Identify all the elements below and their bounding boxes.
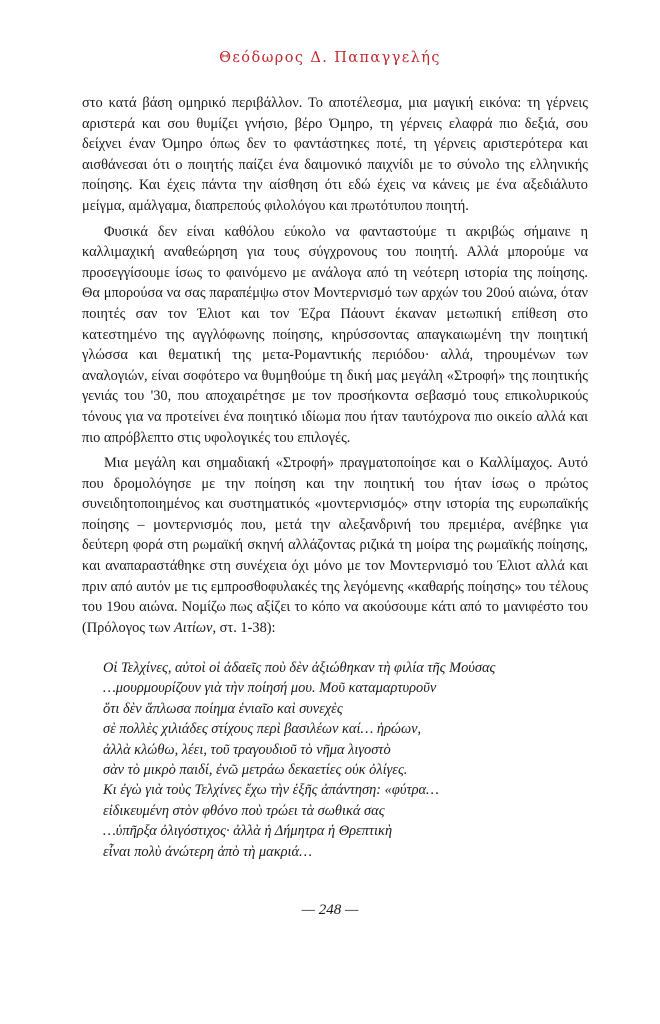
quote-line: ὅτι δὲν ἅπλωσα ποίημα ἑνιαῖο καὶ συνεχὲς [103, 700, 343, 717]
quote-line: εἶναι πολὺ ἀνώτερη ἀπὸ τὴ μακριά… [103, 843, 312, 860]
quote-line: …μουρμουρίζουν γιὰ τὴν ποίησή μου. Μοῦ καταμαρτυροῦν [103, 680, 437, 697]
quote-line: σὲ πολλὲς χιλιάδες στίχους περὶ βασιλέων καί… ἡρώων, [103, 721, 422, 738]
paragraph-2: Φυσικά δεν είναι καθόλου εύκολο να φανταστούμε τι ακριβώς σήμαινε η καλλιμαχική αναθεώρηση για τους σύγχρονους του ποιητή. Αλλά μπορούμε να προσεγγίσουμε ίσως το φαινόμενο με ανάλογα από τη νεότερη ιστορία της ποίησης. Θα μπορούσα να σας παραπέμψω στον Μοντερνισμό των αρχών του 20ού αιώνα, όταν ποιητές σαν τον Έλιοτ και τον Έζρα Πάουντ έκαναν μετωπική επίθεση στο κατεστημένο της αγγλόφωνης ποίησης, κηρύσσοντας απαγκαιωμένη την ποιητική γλώσσα και θεματική της μετα-Ρομαντικής περιόδου· αλλά, τηρουμένων των αναλογιών, είναι σοφότερο να θυμηθούμε τη δική μας μεγάλη «Στροφή» της ποιητικής γενιάς του '30, που αποχαιρέτησε με τον προσήκοντα σεβασμό τους επικολυρικούς τόνους για να προτείνει ένα ποιητικό ιδίωμα που ήταν ταυτόχρονα πιο οικείο αλλά και πιο απρόβλεπτο στις υφολογικές του επιλογές. [82, 223, 588, 446]
paragraph-3-text: Μια μεγάλη και σημαδιακή «Στροφή» πραγματοποίησε και ο Καλλίμαχος. Αυτό που δρομολόγησε με την ποίηση και την ποιητική του ήταν ίσως ο πρώτος συνειδητοποιημένος και συστηματικός «μοντερνισμός» στην ιστορία της ευρωπαϊκής ποίησης – μοντερνισμός που, μετά την αλεξανδρινή του πρεμιέρα, ανέβηκε για δεύτερη φορά στη ρωμαϊκή σκηνή αλλάζοντας ριζικά τη μοίρα της ρωμαϊκής ποίησης, και αναπαραστάθηκε στη συνέχεια όχι μόνο με τον Μοντερνισμό του Έλιοτ αλλά και πριν από αυτόν με τις εμπροσθοφυλακές της λεγόμενης «καθαρής ποίησης» του τέλους του 19ου αιώνα. Νομίζω πως αξίζει το κόπο να ακούσουμε κάτι από το μανιφέστο του (Πρόλογος των [82, 455, 588, 636]
quote-line: Οἱ Τελχίνες, αὐτοὶ οἱ ἀδαεῖς ποὺ δὲν ἀξιώθηκαν τὴ φιλία τῆς Μούσας [103, 660, 496, 676]
quote-line: Κι ἐγὼ γιὰ τοὺς Τελχίνες ἔχω τὴν ἑξῆς ἀπάντηση: «φύτρα… [103, 782, 439, 799]
poem-quotation [103, 658, 573, 862]
paragraph-3 [82, 453, 588, 638]
running-head-author: Θεόδωρος Δ. Παπαγγελής [219, 50, 441, 66]
quote-line: …ὑπῆρξα ὀλιγόστιχος· ἀλλὰ ἡ Δήμητρα ἡ Θρεπτικὴ [103, 823, 393, 840]
paragraph-3-italic-title: Αιτίων [173, 619, 213, 636]
body-text [82, 93, 588, 643]
page-number: — 248 — [301, 902, 359, 918]
paragraph-3-tail: , στ. 1-38): [212, 619, 276, 636]
quote-line: ἀλλὰ κλώθω, λέει, τοῦ τραγουδιοῦ τὸ νῆμα λιγοστὸ [103, 741, 391, 758]
quote-line: σὰν τὸ μικρὸ παιδί, ἐνῶ μετράω δεκαετίες οὐκ ὀλίγες. [103, 762, 408, 779]
paragraph-1: στο κατά βάση ομηρικό περιβάλλον. Το αποτέλεσμα, μια μαγική εικόνα: τη γέρνεις αριστερά και σου θυμίζει γνήσιο, βέρο Όμηρο, τη γέρνεις ελαφρά πιο δεξιά, σου δείχνει έναν Όμηρο όπως δεν το φαντάστηκες ποτέ, τη γέρνεις αριστερότερα και αισθάνεσαι ότι ο ποιητής παίζει ένα δαιμονικό παιχνίδι με το σύνολο της ελληνικής ποίησης. Και έχεις πάντα την αίσθηση ότι εδώ έχεις να κάνεις με ένα αξεδιάλυτο μείγμα, αμάλγαμα, διαπρεπούς φιλολόγου και πρωτότυπου ποιητή. [82, 95, 588, 214]
quote-line: εἰδικευμένη στὸν φθόνο ποὺ τρώει τὰ σωθικά σας [103, 802, 385, 819]
